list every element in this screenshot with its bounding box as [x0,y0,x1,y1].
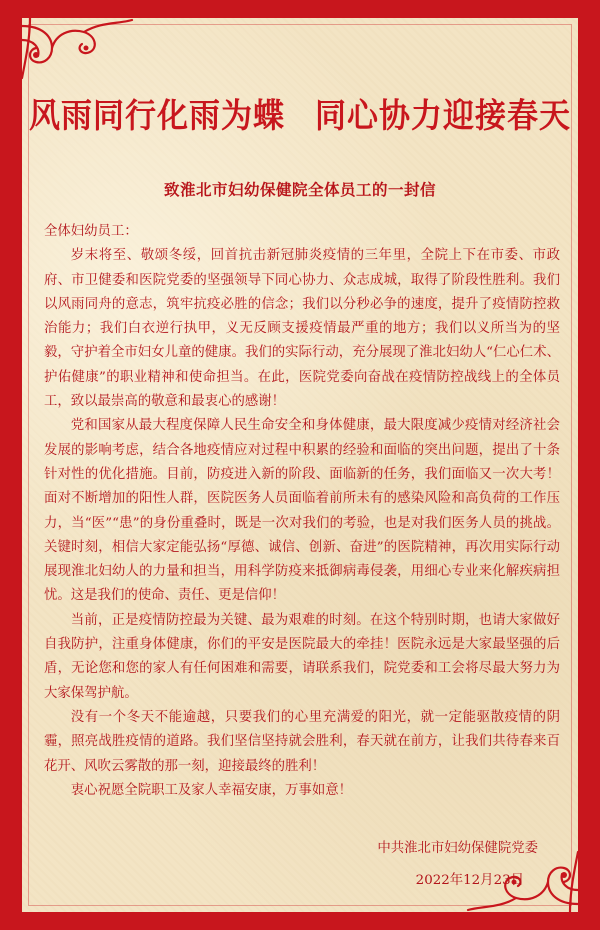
page-title [22,88,578,137]
letter-body [44,220,560,803]
letter-subtitle: 致淮北市妇幼保健院全体员工的一封信 [163,180,436,199]
paragraph-2: 党和国家从最大程度保障人民生命安全和身体健康，最大限度减少疫情对经济社会发展的影响考虑，结合各地疫情应对过程中积累的经验和面临的突出问题，提出了十条针对性的优化措施。目前，防疫进入新的阶段、面临新的任务，我们面临又一次大考！面对不断增加的阳性人群，医院医务人员面临着前所未有的感染风险和高负荷的工作压力，当“医”“患”的身份重叠时，既是一次对我们的考验，也是对我们医务人员的挑战。关键时刻，相信大家定能弘扬“厚德、诚信、创新、奋进”的医院精神，再次用实际行动展现淮北妇幼人的力量和担当，用科学防疫来抵御病毒侵袭，用细心专业来化解疾病担忧。这是我们的使命、责任、更是信仰！ [44,418,560,604]
paragraph-4: 没有一个冬天不能逾越，只要我们的心里充满爱的阳光，就一定能驱散疫情的阴霾，照亮战胜疫情的道路。我们坚信坚持就会胜利，春天就在前方，让我们共待春来百花开、风吹云雾散的那一刻，迎接最终的胜利！ [44,709,560,774]
paragraph-5: 衷心祝愿全院职工及家人幸福安康，万事如意！ [70,782,352,798]
title-left: 风雨同行化雨为蝶 [29,96,285,136]
title-right: 同心协力迎接春天 [315,96,571,136]
paper-background [22,18,578,912]
signature-org: 中共淮北市妇幼保健院党委 [377,841,538,856]
paragraph-3: 当前，正是疫情防控最为关键、最为艰难的时刻。在这个特别时期，也请大家做好自我防护，注重身体健康，你们的平安是医院最大的牵挂！医院永远是大家最坚强的后盾，无论您和您的家人有任何困难和需要，请联系我们，院党委和工会将尽最大努力为大家保驾护航。 [44,612,560,701]
signature-date: 2022年12月23日 [415,873,524,888]
salutation: 全体妇幼员工： [44,224,138,239]
signature-block [377,835,538,895]
corner-ornament-top-left-icon [22,18,142,88]
paragraph-1: 岁末将至、敬颂冬绥，回首抗击新冠肺炎疫情的三年里，全院上下在市委、市政府、市卫健委和医院党委的坚强领导下同心协力、众志成城，取得了阶段性胜利。我们以风雨同舟的意志，筑牢抗疫必胜的信念；我们以分秒必争的速度，提升了疫情防控救治能力；我们白衣逆行执甲，义无反顾支援疫情最严重的地方；我们以义所当为的坚毅，守护着全市妇女儿童的健康。我们的实际行动，充分展现了淮北妇幼人“仁心仁术、护佑健康”的职业精神和使命担当。在此，医院党委向奋战在疫情防控战线上的全体员工，致以最崇高的敬意和最衷心的感谢！ [44,248,560,410]
